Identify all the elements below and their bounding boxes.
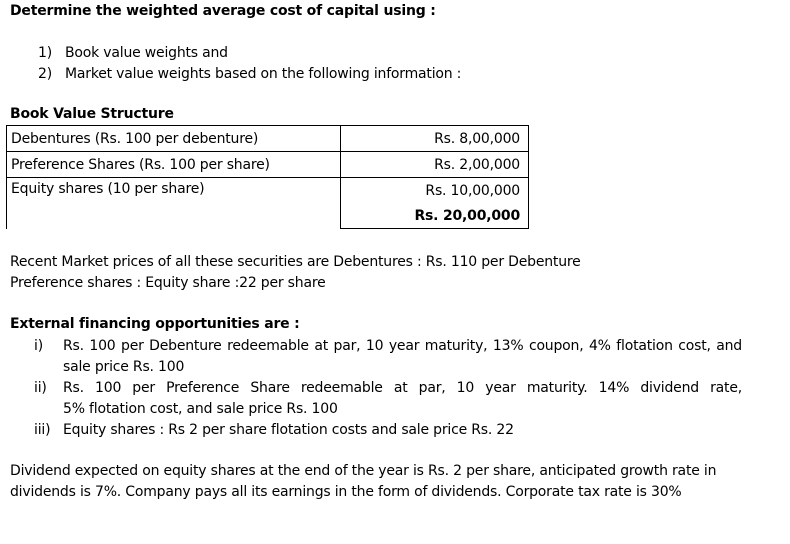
list-item — [34, 336, 742, 378]
table-cell-amount: Rs. 2,00,000 — [341, 152, 529, 178]
table-cell-label: Equity shares (10 per share) — [7, 178, 341, 229]
list-item — [38, 43, 461, 64]
list-marker: 2) — [38, 66, 52, 82]
list-text: Market value weights based on the following information : — [65, 66, 462, 82]
list-marker: ii) — [34, 380, 47, 396]
list-text: Book value weights and — [65, 45, 228, 61]
list-text-line: 5% flotation cost, and sale price Rs. 100 — [63, 401, 338, 417]
list-text-line: Equity shares : Rs 2 per share flotation costs and sale price Rs. 22 — [63, 422, 514, 438]
list-item — [34, 378, 742, 420]
list-text-line: Rs. 100 per Debenture redeemable at par, 10 year maturity, 13% coupon, 4% flotation cost, and — [63, 338, 742, 354]
list-text-line: sale price Rs. 100 — [63, 359, 185, 375]
book-value-table — [6, 125, 529, 229]
table-cell-amount: Rs. 10,00,000 — [341, 178, 529, 204]
list-item — [34, 420, 742, 441]
external-financing-list — [34, 336, 742, 441]
list-marker: 1) — [38, 45, 52, 61]
list-text — [63, 420, 742, 441]
table-cell-label: Debentures (Rs. 100 per debenture) — [7, 126, 341, 152]
table-cell-total: Rs. 20,00,000 — [341, 203, 529, 229]
external-financing-title: External financing opportunities are : — [10, 316, 300, 332]
table-row — [7, 126, 529, 152]
list-text — [63, 378, 742, 420]
list-text-line: Rs. 100 per Preference Share redeemable at par, 10 year maturity. 14% dividend rate, — [63, 380, 742, 396]
list-marker: iii) — [34, 422, 51, 438]
paragraph-line: Dividend expected on equity shares at the end of the year is Rs. 2 per share, anticipated growth rate in — [10, 463, 717, 479]
paragraph-line: Preference shares : Equity share :22 per share — [10, 275, 326, 291]
book-value-title: Book Value Structure — [10, 106, 174, 122]
table-cell-label: Preference Shares (Rs. 100 per share) — [7, 152, 341, 178]
table-cell-amount: Rs. 8,00,000 — [341, 126, 529, 152]
market-prices-paragraph — [10, 252, 581, 294]
list-item — [38, 64, 461, 85]
list-marker: i) — [34, 338, 43, 354]
table-row — [7, 178, 529, 204]
dividend-paragraph — [10, 461, 716, 503]
question-heading: Determine the weighted average cost of capital using : — [10, 3, 436, 19]
weights-list — [38, 43, 461, 85]
paragraph-line: dividends is 7%. Company pays all its earnings in the form of dividends. Corporate tax rate is 30% — [10, 484, 682, 500]
paragraph-line: Recent Market prices of all these securities are Debentures : Rs. 110 per Debenture — [10, 254, 581, 270]
list-text — [63, 336, 742, 378]
table-row — [7, 152, 529, 178]
